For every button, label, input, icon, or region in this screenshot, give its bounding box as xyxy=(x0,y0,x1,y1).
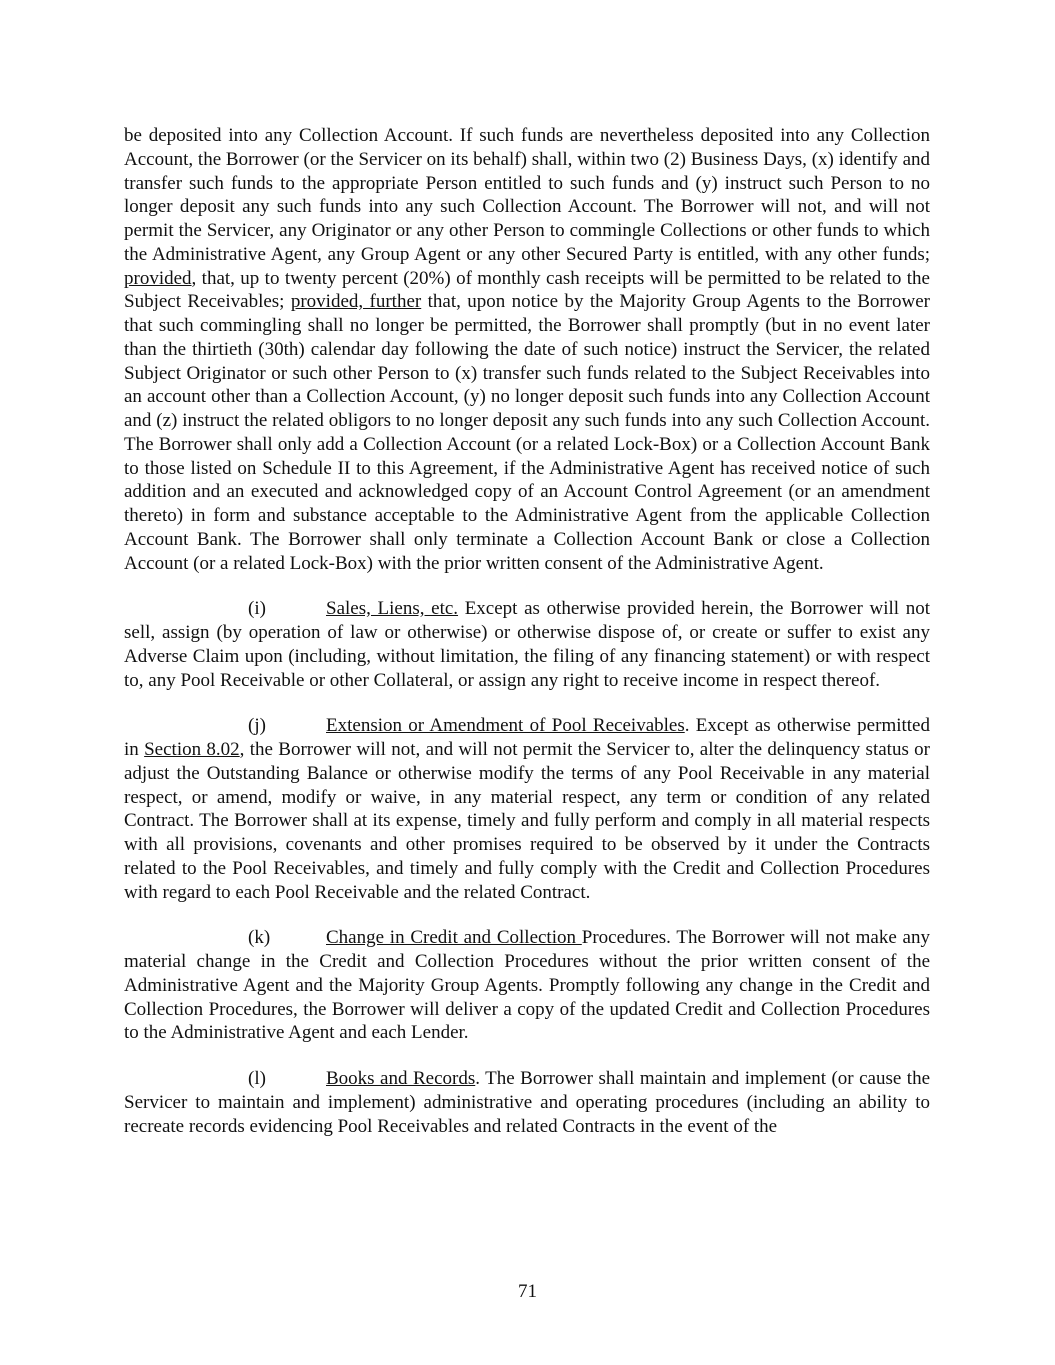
section-body: Procedures. The Borrower will not make any material change in the Credit and Collection Procedures without the prior written consent of the Administrative Agent and the Majority Group Agents. Promptly following any change in the Credit and Collection Procedures, the Borrower will deliver a copy of the updated Credit and Collection Procedures to the Administrative Agent and each Lender. xyxy=(124,927,930,1044)
section-body: Except as otherwise provided herein, the Borrower will not sell, assign (by operation of law or otherwise) or otherwise dispose of, or create or suffer to exist any Adverse Claim upon (including, without limitation, the filing of any financing statement) or with respect to, any Pool Receivable or other Collateral, or assign any right to receive income in respect thereof. xyxy=(124,598,930,691)
paragraph-text: that, upon notice by the Majority Group Agents to the Borrower that such commingling shall no longer be permitted, the Borrower shall promptly (but in no event later than the thirtieth (30th) calendar day following the date of such notice) instruct the Servicer, the related Subject Originator or such other Person to (x) transfer such funds related to the Subject Receivables into an account other than a Collection Account, (y) no longer deposit such funds into any Collection Account and (z) instruct the related obligors to no longer deposit any such funds into any such Collection Account. The Borrower shall only add a Collection Account (or a related Lock-Box) or a Collection Account Bank to those listed on Schedule II to this Agreement, if the Administrative Agent has received notice of such addition and an executed and acknowledged copy of an Account Control Agreement (or an amendment thereto) in form and substance acceptable to the Administrative Agent from the applicable Collection Account Bank. The Borrower shall only terminate a Collection Account Bank or close a Collection Account (or a related Lock-Box) with the prior written consent of the Administrative Agent. xyxy=(124,291,930,574)
provided-further-term: provided, further xyxy=(290,291,422,313)
paragraph-text: , that, up to twenty percent (20%) of monthly cash receipts will be permitted to be related to the Subject Receivables; xyxy=(124,267,930,313)
section-heading: Extension or Amendment of Pool Receivables xyxy=(326,715,685,737)
paragraph-text: be deposited into any Collection Account. If such funds are nevertheless deposited into any Collection Account, the Borrower (or the Servicer on its behalf) shall, within two (2) Business Days, (x) identify and transfer such funds to the appropriate Person entitled to such funds and (y) instruct such Person to no longer deposit any such funds into any such Collection Account. The Borrower will not, and will not permit the Servicer, any Originator or any other Person to commingle Collections or other funds to which the Administrative Agent, any Group Agent or any other Secured Party is entitled, with any other funds; xyxy=(124,125,930,265)
section-body: . The Borrower shall maintain and implement (or cause the Servicer to maintain and implement) administrative and operating procedures (including an ability to recreate records evidencing Pool Receivables and related Contracts in the event of the xyxy=(124,1068,931,1137)
section-heading: Change in Credit and Collection xyxy=(326,927,582,949)
section-i-sales-liens xyxy=(124,597,930,692)
section-k-change-procedures xyxy=(124,926,930,1045)
section-label: (l) xyxy=(248,1068,266,1089)
section-heading: Books and Records xyxy=(326,1068,476,1089)
section-heading: Sales, Liens, etc. xyxy=(326,598,459,620)
document-page xyxy=(124,124,930,1160)
section-j-extension-amendment xyxy=(124,714,930,904)
section-body: , the Borrower will not, and will not permit the Servicer to, alter the delinquency status or adjust the Outstanding Balance or otherwise modify the terms of any Pool Receivable in any material respect, or amend, modify or waive, in any material respect, any term or condition of any related Contract. The Borrower shall at its expense, timely and fully perform and comply in all material respects with all provisions, covenants and other promises required to be observed by it under the Contracts related to the Pool Receivables, and timely and fully comply with the Credit and Collection Procedures with regard to each Pool Receivable and the related Contract. xyxy=(124,739,930,903)
page-number: 71 xyxy=(518,1281,537,1302)
section-body: . Except as otherwise permitted in xyxy=(124,715,930,760)
section-reference: Section 8.02 xyxy=(144,739,240,760)
paragraph-collection-accounts xyxy=(124,124,930,575)
section-l-books-records xyxy=(124,1067,930,1138)
provided-term: provided xyxy=(124,267,192,289)
section-label: (i) xyxy=(248,598,266,620)
section-label: (k) xyxy=(248,927,271,949)
section-label: (j) xyxy=(248,715,266,737)
